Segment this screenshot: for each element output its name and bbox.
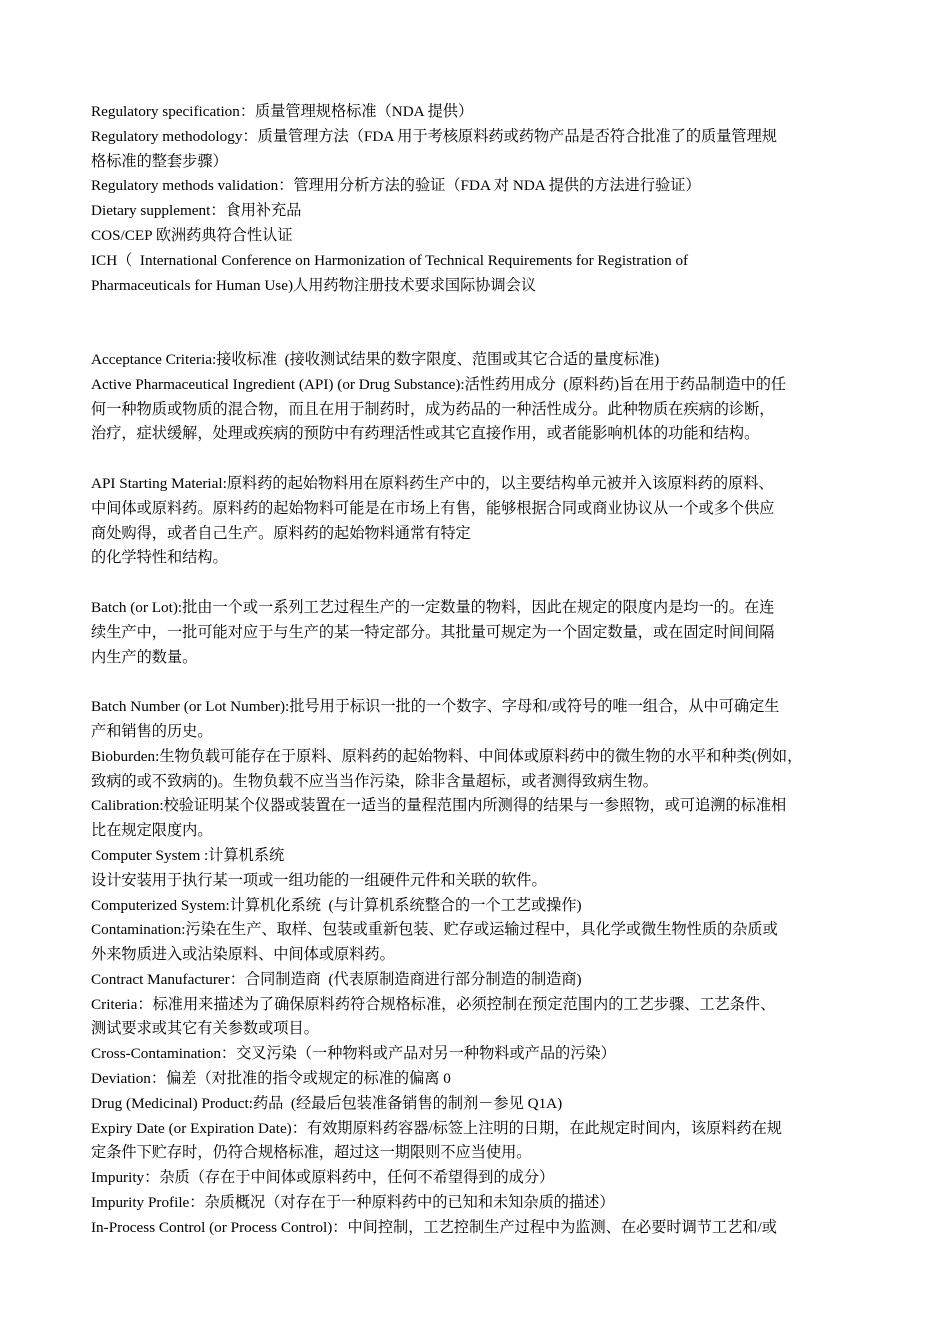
paragraph: Contamination:污染在生产、取样、包装或重新包装、贮存或运输过程中，具化学或微生物性质的杂质或 外来物质进入或沾染原料、中间体或原料药。	[91, 921, 778, 964]
paragraph: Criteria：标准用来描述为了确保原料药符合规格标准，必须控制在预定范围内的工艺步骤、工艺条件、 测试要求或其它有关参数或项目。	[91, 995, 776, 1038]
document-page	[91, 100, 871, 1241]
blank-space	[91, 670, 871, 695]
paragraph: API Starting Material:原料药的起始物料用在原料药生产中的，以主要结构单元被并入该原料药的原料、 中间体或原料药。原料药的起始物料可能是在市场上有售，能够根据合同或商业协议从一个或多个供应 商处购得，或者自己生产。原料药的起始物料通常有特定 的化学特性和结构。	[91, 474, 775, 567]
blank-space	[91, 571, 871, 596]
glossary-block-regulatory	[91, 100, 871, 298]
paragraph: In-Process Control (or Process Control)：中间控制，工艺控制生产过程中为监测、在必要时调节工艺和/或	[91, 1218, 777, 1236]
paragraph: Regulatory methods validation：管理用分析方法的验证（FDA 对 NDA 提供的方法进行验证）	[91, 177, 701, 195]
paragraph: Dietary supplement：食用补充品	[91, 202, 302, 220]
paragraph: Impurity：杂质（存在于中间体或原料药中，任何不希望得到的成分）	[91, 1169, 555, 1187]
paragraph: Computerized System:计算机化系统 (与计算机系统整合的一个工艺或操作)	[91, 896, 582, 914]
paragraph: Bioburden:生物负载可能存在于原料、原料药的起始物料、中间体或原料药中的微生物的水平和种类(例如， 致病的或不致病的)。生物负载不应当当作污染，除非含量超标，或者测得致病生物。	[91, 747, 803, 790]
glossary-block-starting-material	[91, 472, 871, 571]
paragraph: Calibration:校验证明某个仪器或装置在一适当的量程范围内所测得的结果与一参照物，或可追溯的标准相 比在规定限度内。	[91, 797, 787, 840]
glossary-block-batch	[91, 596, 871, 670]
paragraph: Expiry Date (or Expiration Date)：有效期原料药容器/标签上注明的日期，在此规定时间内，该原料药在规 定条件下贮存时，仍符合规格标准，超过这一期限则不应当使用。	[91, 1119, 782, 1162]
paragraph: Regulatory methodology：质量管理方法（FDA 用于考核原料药或药物产品是否符合批准了的质量管理规 格标准的整套步骤）	[91, 127, 777, 170]
paragraph: Batch Number (or Lot Number):批号用于标识一批的一个数字、字母和/或符号的唯一组合，从中可确定生 产和销售的历史。	[91, 698, 780, 740]
paragraph: COS/CEP 欧洲药典符合性认证	[91, 226, 293, 244]
paragraph: ICH（ International Conference on Harmonization of Technical Requirements for Registration of Pharmaceuticals for Human Use)人用药物注册技术要求国际协调会议	[91, 251, 689, 294]
paragraph: 设计安装用于执行某一项或一组功能的一组硬件元件和关联的软件。	[91, 871, 547, 889]
paragraph: Regulatory specification：质量管理规格标准（NDA 提供）	[91, 103, 474, 120]
paragraph: Active Pharmaceutical Ingredient (API) (or Drug Substance):活性药用成分 (原料药)旨在用于药品制造中的任 何一种物质或物质的混合物，而且在用于制药时，成为药品的一种活性成分。此种物质在疾病的诊断， 治疗，症状缓解，处理或疾病的预防中有药理活性或其它直接作用，或者能影响机体的功能和结构。	[91, 375, 787, 443]
paragraph: Deviation：偏差（对批准的指令或规定的标准的偏离 0	[91, 1070, 451, 1088]
paragraph: Impurity Profile：杂质概况（对存在于一种原料药中的已知和未知杂质的描述）	[91, 1194, 615, 1212]
blank-space	[91, 298, 871, 348]
blank-space	[91, 447, 871, 472]
paragraph: Drug (Medicinal) Product:药品 (经最后包装准备销售的制剂－参见 Q1A)	[91, 1094, 563, 1112]
paragraph: Acceptance Criteria:接收标准 (接收测试结果的数字限度、范围或其它合适的量度标准)	[91, 350, 660, 368]
paragraph: Computer System :计算机系统	[91, 846, 285, 864]
paragraph: Batch (or Lot):批由一个或一系列工艺过程生产的一定数量的物料，因此在规定的限度内是均一的。在连 续生产中，一批可能对应于与生产的某一特定部分。其批量可规定为一个固定数量，或在固定时间间隔 内生产的数量。	[91, 598, 775, 666]
glossary-block-terms	[91, 695, 871, 1241]
paragraph: Contract Manufacturer：合同制造商 (代表原制造商进行部分制造的制造商)	[91, 970, 582, 988]
glossary-block-acceptance	[91, 348, 871, 447]
paragraph: Cross-Contamination：交叉污染（一种物料或产品对另一种物料或产品的污染）	[91, 1045, 616, 1063]
